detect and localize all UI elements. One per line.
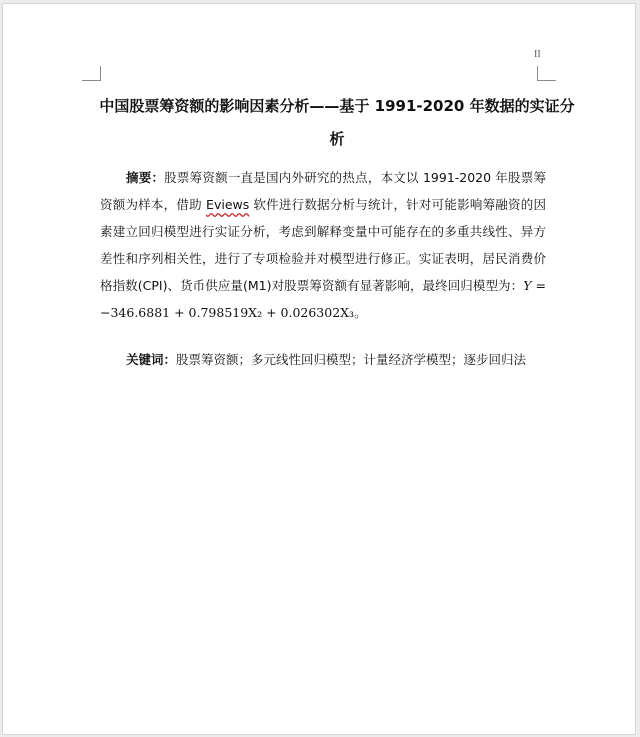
- paper-title: 中国股票筹资额的影响因素分析——基于 1991-2020 年数据的实证分析: [99, 97, 575, 148]
- equation-lhs: Y: [523, 278, 532, 293]
- page-number: II: [534, 49, 541, 60]
- abstract-end: 。: [354, 305, 367, 320]
- abstract-text-after: 软件进行数据分析与统计，针对可能影响筹融资的因素建立回归模型进行实证分析，考虑到解释变量中可能存在的多重共线性、异方差性和序列相关性，进行了专项检验并对模型进行修正。实证表明，居民消费价格指数(CPI)、货币供应量(M1)对股票筹资额有显著影响，最终回归模型为：: [100, 197, 546, 293]
- equation-rhs: = −346.6881 + 0.798519X₂ + 0.026302X₃: [100, 278, 546, 320]
- software-name: Eviews: [206, 197, 250, 212]
- keywords-text: 股票筹资额；多元线性回归模型；计量经济学模型；逐步回归法: [176, 352, 527, 367]
- document-page: [2, 3, 636, 735]
- abstract-text-before: 股票筹资额一直是国内外研究的热点，本文以 1991-2020 年股票筹资额为样本，借助: [100, 170, 546, 212]
- abstract-paragraph: [100, 164, 546, 326]
- crop-mark-top-left: [82, 66, 101, 81]
- keywords-paragraph: [100, 346, 546, 373]
- crop-mark-top-right: [537, 66, 556, 81]
- abstract-label: 摘要：: [126, 170, 165, 185]
- keywords-label: 关键词：: [126, 352, 177, 367]
